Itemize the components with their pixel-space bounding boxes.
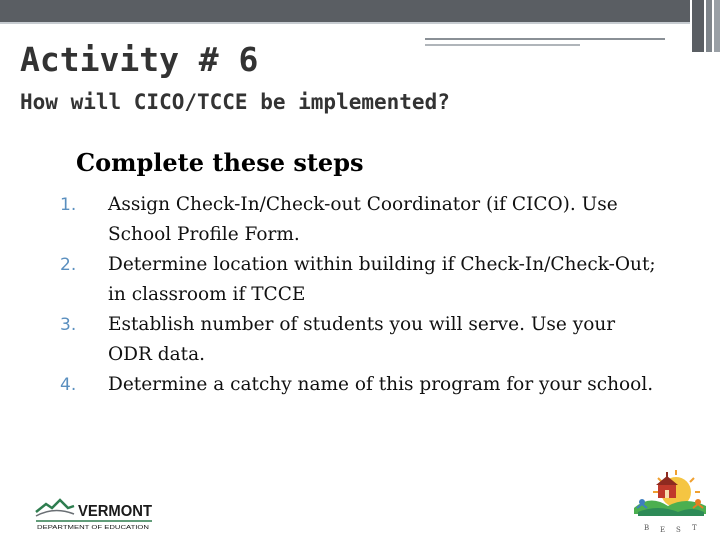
best-logo xyxy=(628,462,712,536)
slide-title: Activity # 6 xyxy=(20,40,259,79)
vermont-name: VERMONT xyxy=(78,503,153,520)
step-number: 3. xyxy=(60,315,77,335)
schoolhouse-icon xyxy=(656,472,678,498)
logo-letter: B xyxy=(644,524,650,532)
step-number: 2. xyxy=(60,255,77,275)
header-bar-accent xyxy=(0,22,690,24)
slide-subtitle: How will CICO/TCCE be implemented? xyxy=(20,90,450,114)
vermont-department: DEPARTMENT OF EDUCATION xyxy=(37,525,150,531)
step-item xyxy=(60,310,660,370)
step-text: Establish number of students you will serve. Use your ODR data. xyxy=(108,314,616,365)
logo-letter: E xyxy=(660,526,666,534)
corner-bar xyxy=(706,0,712,52)
steps-list xyxy=(60,190,660,400)
decorative-line xyxy=(425,44,580,46)
decorative-line xyxy=(425,38,665,40)
swoosh-icon xyxy=(36,510,74,516)
step-number: 1. xyxy=(60,195,77,215)
step-number: 4. xyxy=(60,375,77,395)
step-text: Determine location within building if Check-In/Check-Out; in classroom if TCCE xyxy=(108,254,656,305)
vermont-doe-logo xyxy=(34,490,154,532)
header-bar xyxy=(0,0,690,22)
logo-letter: T xyxy=(692,524,697,532)
corner-bar xyxy=(692,0,704,52)
step-text: Assign Check-In/Check-out Coordinator (if CICO). Use School Profile Form. xyxy=(108,194,618,245)
corner-bar xyxy=(714,0,720,52)
logo-letter: S xyxy=(676,526,681,534)
step-item xyxy=(60,370,660,400)
step-text: Determine a catchy name of this program for your school. xyxy=(108,374,654,395)
step-item xyxy=(60,190,660,250)
step-item xyxy=(60,250,660,310)
steps-heading: Complete these steps xyxy=(76,148,364,177)
